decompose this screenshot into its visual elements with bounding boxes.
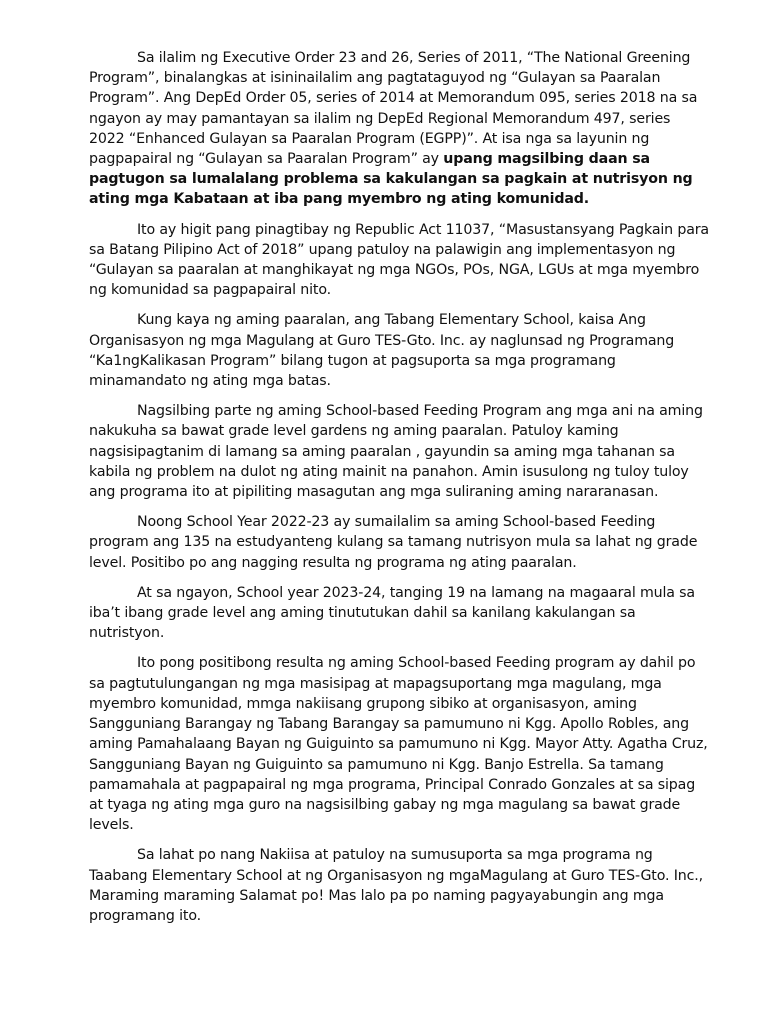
paragraph-6: At sa ngayon, School year 2023-24, tanging 19 na lamang na magaaral mula sa iba’t ibang grade level ang aming tinututukan dahil sa kanilang kakulangan sa nutristyon.: [89, 584, 695, 642]
paragraph-4: Nagsilbing parte ng aming School-based Feeding Program ang mga ani na aming nakukuha sa bawat grade level gardens ng aming paaralan. Patuloy kaming nagsisipagtanim di lamang sa aming paaralan , gayundin sa aming mga tahanan sa kabila ng problem na dulot ng ating mainit na panahon. Amin isusulong ng tuloy tuloy ang programa ito at pipiliting masagutan ang mga suliraning aming nararanasan.: [89, 403, 703, 501]
paragraph-3: Kung kaya ng aming paaralan, ang Tabang Elementary School, kaisa Ang Organisasyon ng mga Magulang at Guro TES-Gto. Inc. ay naglunsad ng Programang “Ka1ngKalikasan Program” bilang tugon at pagsuporta sa mga programang minamandato ng ating mga batas.: [89, 312, 675, 390]
paragraph-1-text: Sa ilalim ng Executive Order 23 and 26, Series of 2011, “The National Greening Program”, binalangkas at isininailalim ang pagtataguyod ng “Gulayan sa Paaralan Program”. Ang DepEd Order 05, series of 2014 at Memorandum 095, series 2018 na sa ngayon ay may pamantayan sa ilalim ng DepEd Regional Memorandum 497, series 2022 “Enhanced Gulayan sa Paaralan Program (EGPP)”. At isa nga sa layunin ng pagpapairal ng “Gulayan sa Paaralan Program” ay: [89, 50, 698, 168]
paragraph-1: [89, 48, 709, 210]
document-page: [89, 48, 709, 936]
paragraph-7: Ito pong positibong resulta ng aming School-based Feeding program ay dahil po sa pagtutulungangan ng mga masisipag at mapagsuportang mga magulang, mga myembro komunidad, mmga nakiisang grupong sibiko at organisasyon, aming Sangguniang Barangay ng Tabang Barangay sa pamumuno ni Kgg. Apollo Robles, ang aming Pamahalaang Bayan ng Guiguinto sa pamumuno ni Kgg. Mayor Atty. Agatha Cruz, Sangguniang Bayan ng Guiguinto sa pamumuno ni Kgg. Banjo Estrella. Sa tamang pamamahala at pagpapairal ng mga programa, Principal Conrado Gonzales at sa sipag at tyaga ng ating mga guro na nagsisilbing gabay ng mga magulang sa bawat grade levels.: [89, 655, 708, 834]
paragraph-1-bold-text: upang magsilbing daan sa pagtugon sa lumalalang problema sa kakulangan sa pagkain at nutrisyon ng ating mga Kabataan at iba pang myembro ng ating komunidad.: [89, 151, 693, 208]
paragraph-5: Noong School Year 2022-23 ay sumailalim sa aming School-based Feeding program ang 135 na estudyanteng kulang sa tamang nutrisyon mula sa lahat ng grade level. Positibo po ang nagging resulta ng programa ng ating paaralan.: [89, 514, 698, 571]
paragraph-8: Sa lahat po nang Nakiisa at patuloy na sumusuporta sa mga programa ng Taabang Elementary School at ng Organisasyon ng mgaMagulang at Guro TES-Gto. Inc., Maraming maraming Salamat po! Mas lalo pa po naming pagyayabungin ang mga programang ito.: [89, 847, 703, 924]
paragraph-2: Ito ay higit pang pinagtibay ng Republic Act 11037, “Masustansyang Pagkain para sa Batang Pilipino Act of 2018” upang patuloy na palawigin ang implementasyon ng “Gulayan sa paaralan at manghikayat ng mga NGOs, POs, NGA, LGUs at mga myembro ng komunidad sa pagpapairal nito.: [89, 221, 709, 299]
